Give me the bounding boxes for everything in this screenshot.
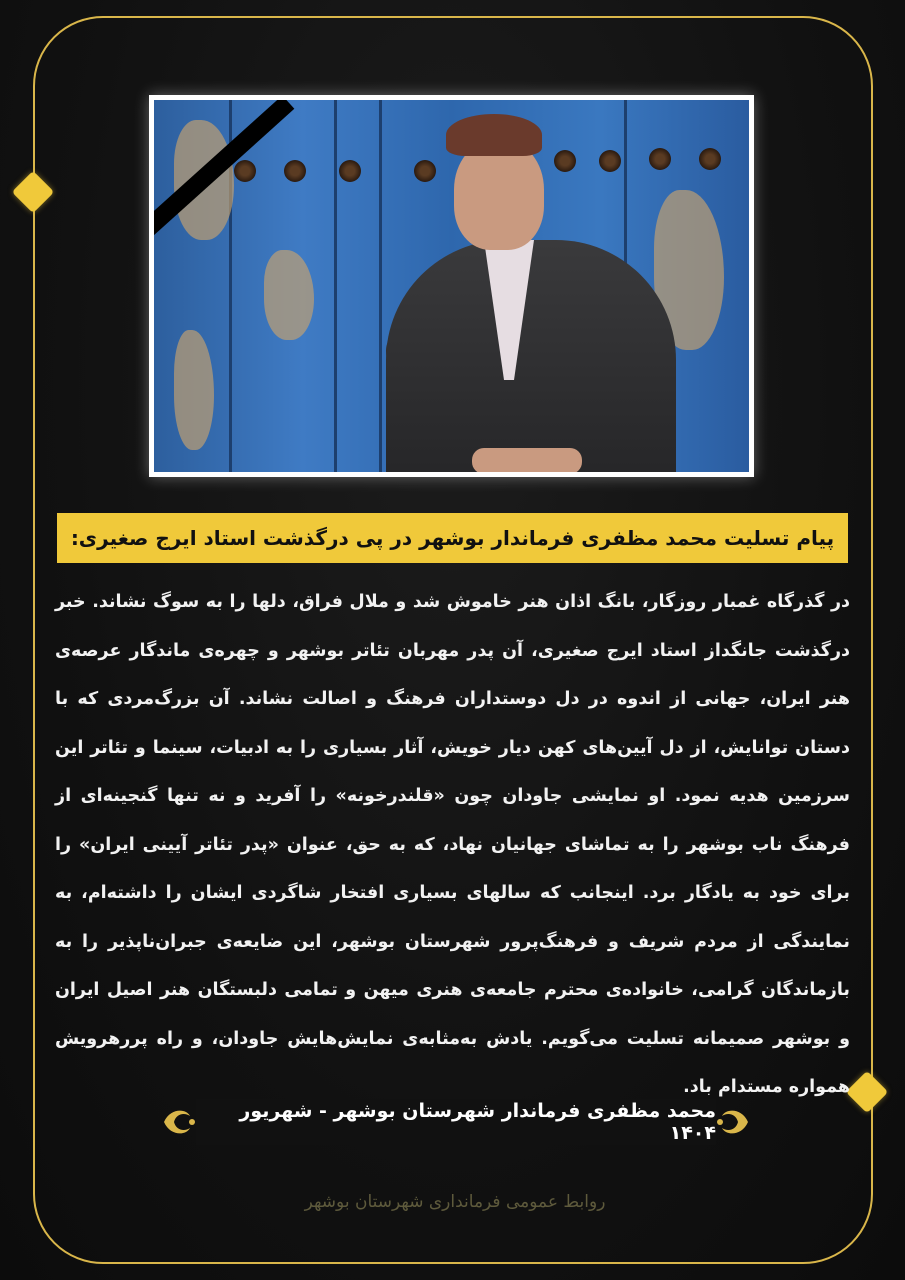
door-plank [379, 100, 382, 472]
fleur-ornament-right-icon [716, 1102, 752, 1142]
condolence-title: پیام تسلیت محمد مظفری فرماندار بوشهر در پی درگذشت استاد ایرج صغیری: [70, 526, 835, 550]
door-stud [234, 160, 256, 182]
door-stud [599, 150, 621, 172]
portrait-photo-frame [149, 95, 754, 477]
person-cap [446, 114, 542, 156]
footer-credit: روابط عمومی فرمانداری شهرستان بوشهر [304, 1192, 606, 1212]
portrait-photo [154, 100, 749, 472]
door-plank [334, 100, 337, 472]
fleur-ornament-left-icon [160, 1102, 196, 1142]
condolence-message: در گذرگاه غمبار روزگار، بانگ اذان هنر خاموش شد و ملال فراق، دلها را به سوگ نشاند. خبر درگذشت جانگداز استاد ایرج صغیری، آن پدر مهربان تئاتر بوشهر و چهره‌ی ماندگار عرصه‌ی هنر ایران، جهانی از اندوه در دل دوستداران فرهنگ و اصالت نشاند. آن بزرگ‌مردی که با دستان توانایش، از دل آیین‌های کهن دیار خویش، آثار بسیاری را به ادبیات، سینما و تئاتر این سرزمین هدیه نمود. او نمایشی جاودان چون «قلندرخونه» را آفرید و نه تنها گنجینه‌ای از فرهنگ ناب بوشهر را به تماشای جهانیان نهاد، که به حق، عنوان «پدر تئاتر آیینی ایران» را برای خود به یادگار برد. اینجانب که سالهای بسیاری افتخار شاگردی ایشان را داشته‌ام، به نمایندگی از مردم شریف و فرهنگ‌پرور شهرستان بوشهر، این ضایعه‌ی جبران‌ناپذیر را به بازماندگان گرامی، خانواده‌ی محترم جامعه‌ی هنری میهن و تمامی دلبستگان هنر اصیل ایران و بوشهر صمیمانه تسلیت می‌گویم. یادش به‌مثابه‌ی نمایش‌هایش جاودان، و راه پررهرویش همواره مستدام باد. [55, 592, 850, 1097]
door-stud [339, 160, 361, 182]
person-face [454, 140, 544, 250]
door-stud [284, 160, 306, 182]
signature-bar [160, 1097, 752, 1147]
door-stud [414, 160, 436, 182]
title-banner [57, 513, 848, 563]
person-hands [472, 448, 582, 472]
signature-text: محمد مظفری فرماندار شهرستان بوشهر - شهریور ۱۴۰۴ [196, 1099, 716, 1145]
door-stud [554, 150, 576, 172]
door-stud [699, 148, 721, 170]
person-jacket [386, 240, 676, 472]
paint-wear [174, 330, 214, 450]
paint-wear [264, 250, 314, 340]
door-stud [649, 148, 671, 170]
